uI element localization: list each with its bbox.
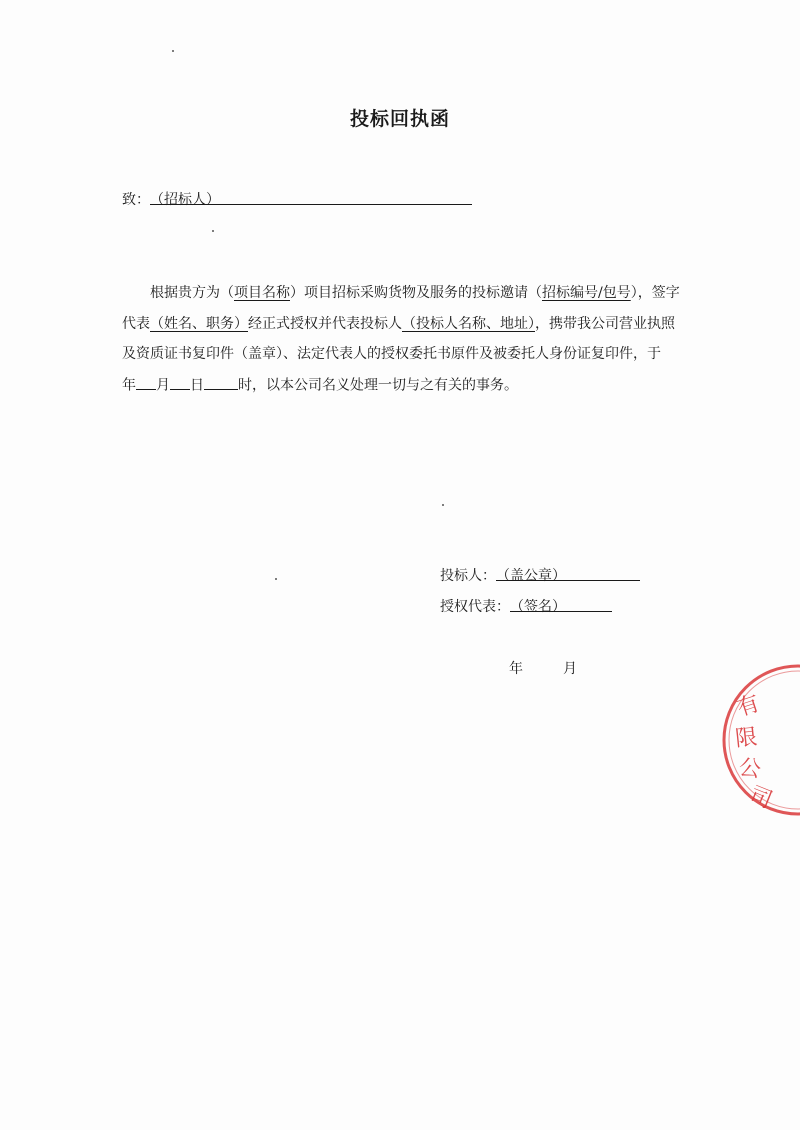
scan-speck xyxy=(172,50,174,52)
paragraph-line-3 xyxy=(122,343,682,363)
date-month-label: 月 xyxy=(563,661,577,677)
rep-name-placeholder: （姓名、职务） xyxy=(150,316,248,332)
text-segment: 经正式授权并代表投标人 xyxy=(248,316,402,332)
project-name-placeholder: 项目名称 xyxy=(234,285,290,301)
rep-placeholder: （签名） xyxy=(510,599,566,615)
bidder-label: 投标人： xyxy=(440,568,496,584)
rep-signature-line xyxy=(440,596,612,616)
hour-blank xyxy=(204,374,238,390)
text-segment: 时，以本公司名义处理一切与之有关的事务。 xyxy=(238,377,518,394)
month-label: 月 xyxy=(156,377,170,394)
recipient-prefix: 致： xyxy=(122,192,150,208)
recipient-blank xyxy=(150,189,472,208)
company-seal-stamp xyxy=(718,660,800,820)
bid-code-placeholder: 招标编号/包号 xyxy=(542,285,631,301)
text-segment: 代表 xyxy=(122,316,150,332)
document-title: 投标回执函 xyxy=(349,108,450,130)
rep-label: 授权代表： xyxy=(440,599,510,615)
seal-char-4: 司 xyxy=(745,782,776,814)
scan-speck xyxy=(442,504,444,506)
scan-speck xyxy=(212,230,214,232)
text-segment: 及资质证书复印件（盖章）、法定代表人的授权委托书原件及被委托人身份证复印件，于 xyxy=(122,346,661,362)
day-label: 日 xyxy=(190,377,204,394)
paragraph-line-4 xyxy=(122,374,682,395)
bidder-blank xyxy=(496,565,640,584)
bidder-name-placeholder: （投标人名称、地址） xyxy=(402,316,535,332)
text-segment: 根据贵方为（ xyxy=(150,285,234,301)
bidder-signature-line xyxy=(440,565,640,585)
recipient-line xyxy=(122,189,472,209)
text-segment: ）项目招标采购货物及服务的投标邀请（ xyxy=(290,285,542,301)
month-blank xyxy=(136,374,156,390)
bidder-placeholder: （盖公章） xyxy=(496,568,566,584)
date-year-label: 年 xyxy=(509,661,523,677)
scan-speck xyxy=(275,578,277,580)
day-blank xyxy=(170,374,190,390)
recipient-placeholder: （招标人） xyxy=(150,192,220,208)
seal-char-1: 有 xyxy=(734,691,763,722)
text-segment: ），签字 xyxy=(630,285,680,301)
seal-char-2: 限 xyxy=(734,724,759,752)
paragraph-line-1 xyxy=(122,282,710,302)
text-segment: ，携带我公司营业执照 xyxy=(535,316,675,332)
seal-char-3: 公 xyxy=(737,755,763,784)
rep-blank xyxy=(510,596,612,615)
paragraph-line-2 xyxy=(122,313,682,333)
year-label: 年 xyxy=(122,377,136,394)
